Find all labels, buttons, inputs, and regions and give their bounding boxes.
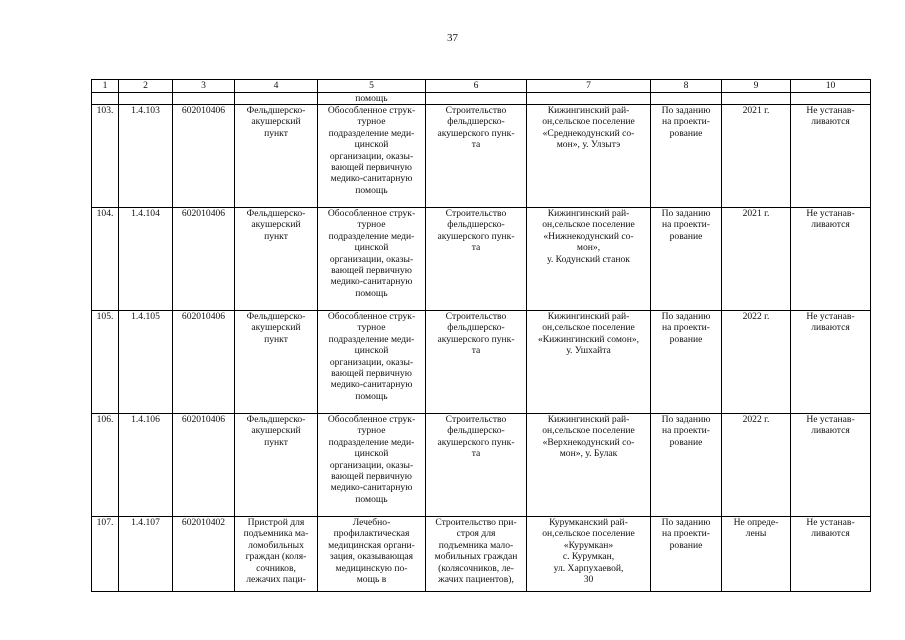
basis: По заданию на проекти- рование [651, 414, 722, 517]
planned-action: Строительство фельдшерско- акушерского пунк- та [426, 208, 527, 311]
planned-action: Строительство фельдшерско- акушерского пунк- та [426, 105, 527, 208]
carry-cell [173, 93, 235, 105]
planned-action: Строительство при- строя для подъемника мало- мобильных граждан (колясочников, ле- жачих пациентов), [426, 517, 527, 592]
basis: По заданию на проекти- рование [651, 311, 722, 414]
completion-year: 2022 г. [722, 311, 791, 414]
zone-restrictions: Не устанав- ливаются [791, 208, 871, 311]
object-location: Курумканский рай- он,сельское поселение «Курумкан» с. Курумкан, ул. Харпухаевой, 30 [527, 517, 651, 592]
object-purpose: Обособленное струк- турное подразделение меди- цинской организации, оказы- вающей первичную медико-санитарную помощь [318, 311, 426, 414]
item-code: 1.4.103 [119, 105, 173, 208]
completion-year: 2021 г. [722, 208, 791, 311]
object-name: Фельдшерско- акушерский пункт [235, 414, 318, 517]
item-code: 1.4.107 [119, 517, 173, 592]
row-number: 105. [92, 311, 119, 414]
column-header: 2 [119, 80, 173, 93]
column-header: 9 [722, 80, 791, 93]
carry-cell [426, 93, 527, 105]
object-purpose: Обособленное струк- турное подразделение меди- цинской организации, оказы- вающей первичную медико-санитарную помощь [318, 208, 426, 311]
row-number: 104. [92, 208, 119, 311]
column-header: 4 [235, 80, 318, 93]
page-number: 37 [447, 32, 458, 44]
column-header: 10 [791, 80, 871, 93]
carry-cell [235, 93, 318, 105]
object-location: Кижингинский рай- он,сельское поселение «Нижнекодунский со- мон», у. Кодунский станок [527, 208, 651, 311]
object-code: 602010406 [173, 414, 235, 517]
zone-restrictions: Не устанав- ливаются [791, 517, 871, 592]
object-location: Кижингинский рай- он,сельское поселение «Кижингинский сомон», у. Ушхайта [527, 311, 651, 414]
completion-year: 2022 г. [722, 414, 791, 517]
zone-restrictions: Не устанав- ливаются [791, 414, 871, 517]
completion-year: 2021 г. [722, 105, 791, 208]
row-number: 103. [92, 105, 119, 208]
zone-restrictions: Не устанав- ливаются [791, 311, 871, 414]
basis: По заданию на проекти- рование [651, 208, 722, 311]
table-body [92, 105, 871, 592]
planned-action: Строительство фельдшерско- акушерского пунк- та [426, 414, 527, 517]
item-code: 1.4.104 [119, 208, 173, 311]
registry-table [91, 79, 871, 592]
object-name: Пристрой для подъемника ма- ломобильных граждан (коля- сочников, лежачих паци- [235, 517, 318, 592]
object-name: Фельдшерско- акушерский пункт [235, 311, 318, 414]
completion-year: Не опреде- лены [722, 517, 791, 592]
object-purpose: Обособленное струк- турное подразделение меди- цинской организации, оказы- вающей первичную медико-санитарную помощь [318, 414, 426, 517]
column-header: 6 [426, 80, 527, 93]
object-code: 602010406 [173, 208, 235, 311]
planned-action: Строительство фельдшерско- акушерского пунк- та [426, 311, 527, 414]
object-location: Кижингинский рай- он,сельское поселение «Среднекодунский со- мон», у. Улзытэ [527, 105, 651, 208]
table-row [92, 517, 871, 592]
item-code: 1.4.106 [119, 414, 173, 517]
row-number: 107. [92, 517, 119, 592]
object-location: Кижингинский рай- он,сельское поселение «Верхнекодунский со- мон», у. Булак [527, 414, 651, 517]
column-header: 7 [527, 80, 651, 93]
row-number: 106. [92, 414, 119, 517]
carry-over-row [92, 93, 871, 105]
carry-cell [722, 93, 791, 105]
column-header: 5 [318, 80, 426, 93]
column-header: 8 [651, 80, 722, 93]
table-row [92, 105, 871, 208]
table-row [92, 414, 871, 517]
carry-cell [651, 93, 722, 105]
table-row [92, 208, 871, 311]
object-code: 602010406 [173, 105, 235, 208]
basis: По заданию на проекти- рование [651, 517, 722, 592]
column-header: 1 [92, 80, 119, 93]
object-purpose: Лечебно- профилактическая медицинская органи- зация, оказывающая медицинскую по- мощь в [318, 517, 426, 592]
object-purpose: Обособленное струк- турное подразделение меди- цинской организации, оказы- вающей первичную медико-санитарную помощь [318, 105, 426, 208]
zone-restrictions: Не устанав- ливаются [791, 105, 871, 208]
object-name: Фельдшерско- акушерский пункт [235, 208, 318, 311]
item-code: 1.4.105 [119, 311, 173, 414]
object-code: 602010406 [173, 311, 235, 414]
table-row [92, 311, 871, 414]
carry-cell [92, 93, 119, 105]
header-row [92, 80, 871, 93]
object-name: Фельдшерско- акушерский пункт [235, 105, 318, 208]
carry-cell: помощь [318, 93, 426, 105]
column-header: 3 [173, 80, 235, 93]
carry-cell [119, 93, 173, 105]
object-code: 602010402 [173, 517, 235, 592]
carry-cell [527, 93, 651, 105]
carry-cell [791, 93, 871, 105]
basis: По заданию на проекти- рование [651, 105, 722, 208]
